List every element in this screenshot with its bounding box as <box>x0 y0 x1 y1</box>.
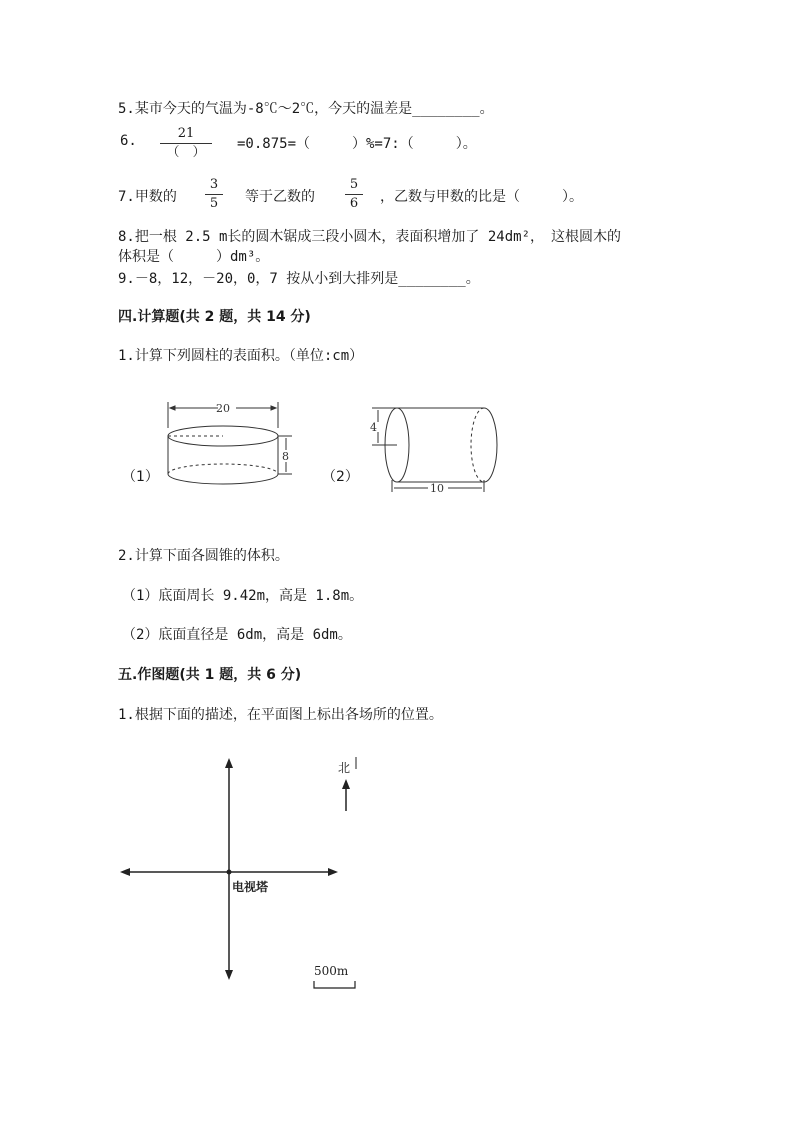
fraction-denominator: （ ） <box>166 145 206 160</box>
arrowhead-down <box>225 970 233 980</box>
cylinder-2-label: （2） <box>322 469 359 485</box>
north-arrowhead <box>342 779 350 789</box>
fraction-bar <box>160 143 212 144</box>
fraction-denominator: 6 <box>349 196 359 211</box>
cylinder-1-diagram <box>160 400 300 500</box>
cylinder-2-length-label: 10 <box>430 482 444 495</box>
fraction-bar <box>205 194 223 195</box>
question-9: 9.－8，12，－20，0，7 按从小到大排列是________。 <box>118 271 480 287</box>
question-6-text: =0.875=（ ）%=7:（ ）。 <box>237 136 477 152</box>
origin-point <box>227 870 232 875</box>
fraction-numerator: 21 <box>177 126 195 141</box>
arrowhead-left <box>120 868 130 876</box>
section-4-question-2-item-1: （1）底面周长 9.42m，高是 1.8m。 <box>122 588 364 604</box>
question-7-prefix: 7.甲数的 <box>118 189 177 205</box>
section-4-question-1: 1.计算下列圆柱的表面积。（单位:cm） <box>118 348 364 364</box>
question-7-fraction-2 <box>345 177 363 212</box>
scale-label: 500m <box>314 964 349 978</box>
section-4-heading: 四.计算题(共 2 题，共 14 分) <box>118 309 311 325</box>
cylinder-bottom-front <box>168 474 278 484</box>
arrowhead <box>170 406 175 410</box>
cylinder-1-diameter-label: 20 <box>216 402 230 415</box>
section-4-question-2-item-2: （2）底面直径是 6dm，高是 6dm。 <box>122 627 352 643</box>
question-7-fraction-1 <box>205 177 223 212</box>
question-5: 5.某市今天的气温为-8℃～2℃，今天的温差是________。 <box>118 101 494 117</box>
fraction-bar <box>345 194 363 195</box>
cylinder-bottom-back <box>168 464 278 474</box>
cylinder-right-face-back <box>471 408 484 482</box>
fraction-numerator: 3 <box>209 177 219 192</box>
question-7-suffix: ，乙数与甲数的比是（ ）。 <box>380 189 583 205</box>
question-6-number: 6. <box>120 133 137 149</box>
section-4-question-2: 2.计算下面各圆锥的体积。 <box>118 548 289 564</box>
cylinder-2-diagram <box>362 400 502 500</box>
map-diagram <box>116 755 376 995</box>
arrowhead-up <box>225 758 233 768</box>
scale-bar <box>314 981 355 988</box>
section-5-question-1: 1.根据下面的描述，在平面图上标出各场所的位置。 <box>118 707 443 723</box>
question-8-line-2: 体积是（ ）dm³。 <box>118 249 270 265</box>
cylinder-1-label: （1） <box>122 469 159 485</box>
question-7-mid: 等于乙数的 <box>245 189 315 205</box>
arrowhead-right <box>328 868 338 876</box>
cylinder-right-face-front <box>484 408 497 482</box>
fraction-denominator: 5 <box>209 196 219 211</box>
tv-tower-label: 电视塔 <box>232 880 269 894</box>
arrowhead <box>271 406 276 410</box>
north-label: 北 <box>338 761 351 775</box>
question-8-line-1: 8.把一根 2.5 m长的圆木锯成三段小圆木，表面积增加了 24dm²， 这根圆木的 <box>118 229 622 245</box>
cylinder-2-radius-label: 4 <box>370 421 377 434</box>
fraction-numerator: 5 <box>349 177 359 192</box>
section-5-heading: 五.作图题(共 1 题，共 6 分) <box>118 667 302 683</box>
question-6-fraction <box>160 126 212 161</box>
cylinder-top <box>168 426 278 446</box>
cylinder-1-height-label: 8 <box>282 450 289 463</box>
